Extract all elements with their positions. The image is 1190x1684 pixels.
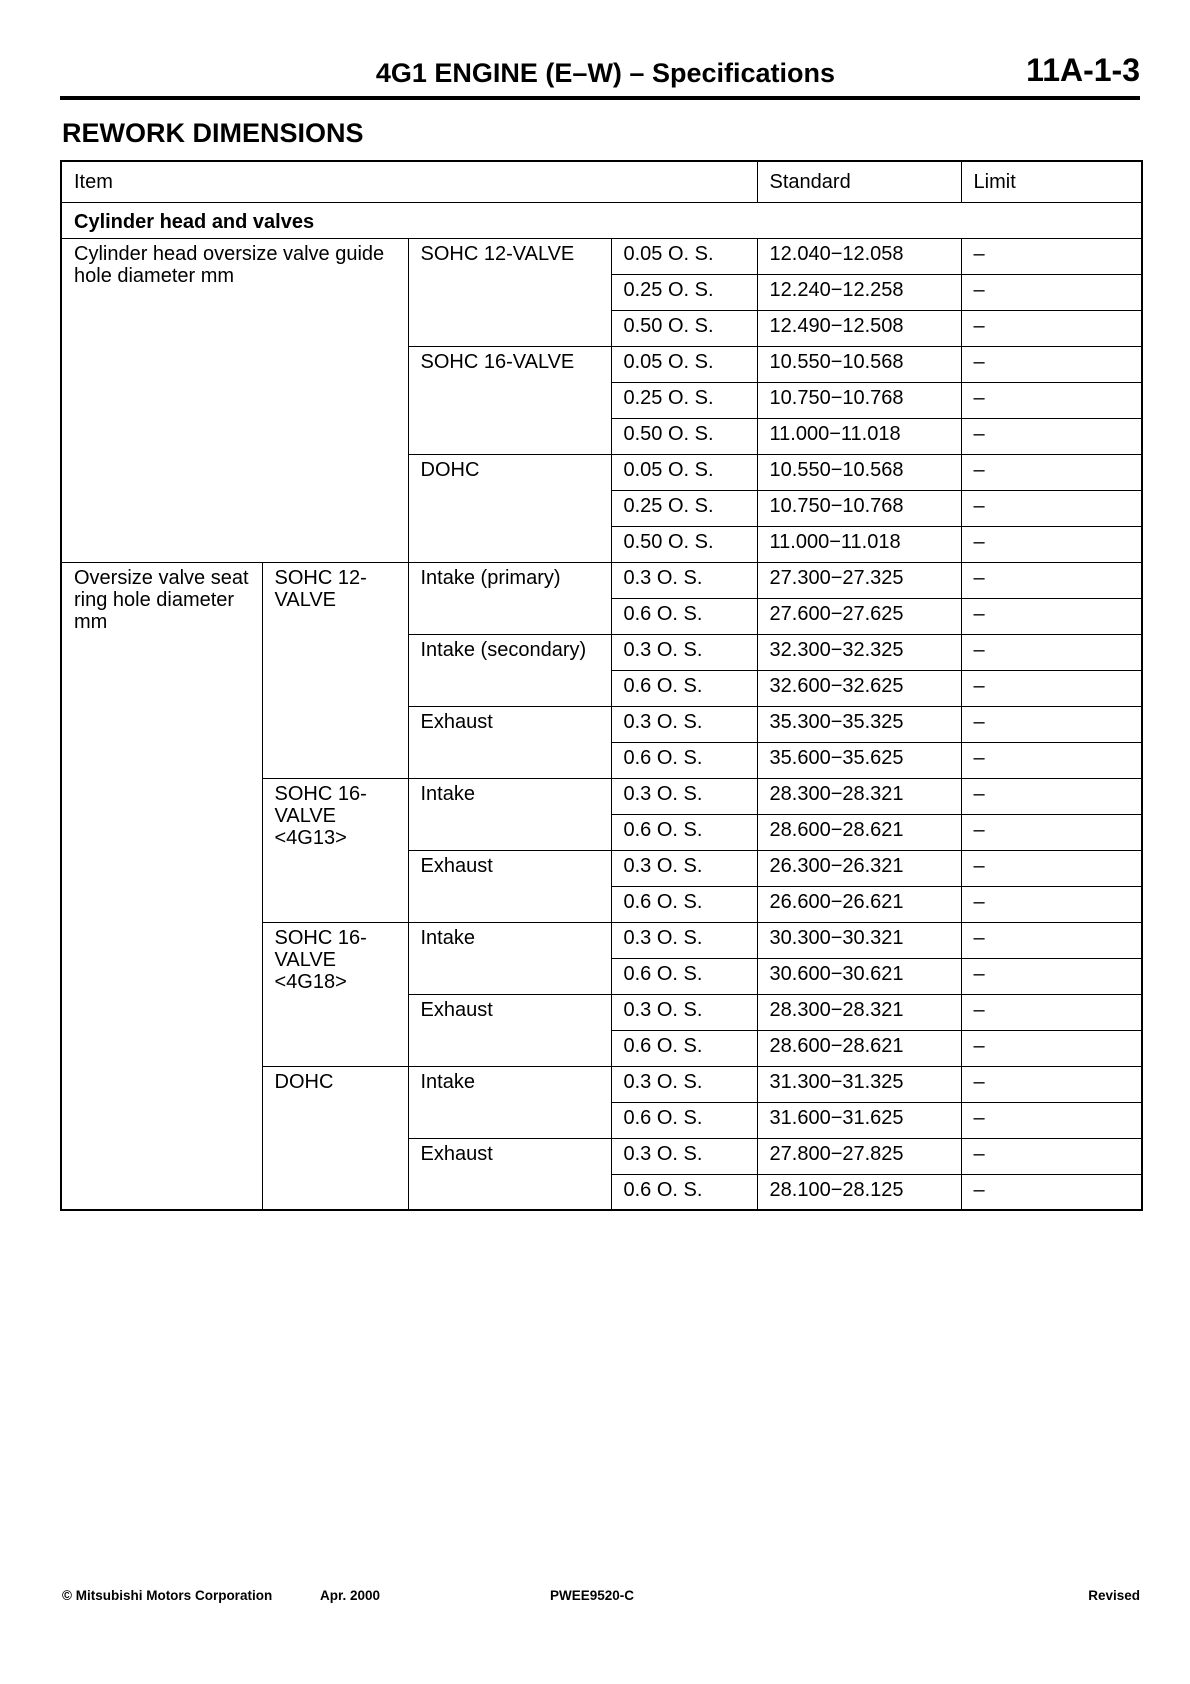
page-header <box>60 50 1140 100</box>
engine-type-cell: DOHC <box>408 454 611 562</box>
valve-part-cell: Intake <box>408 778 611 850</box>
limit-cell: – <box>961 994 1142 1030</box>
limit-cell: – <box>961 1030 1142 1066</box>
column-header-item: Item <box>61 161 757 202</box>
standard-cell: 27.600−27.625 <box>757 598 961 634</box>
standard-cell: 28.300−28.321 <box>757 994 961 1030</box>
valve-part-cell: Exhaust <box>408 994 611 1066</box>
standard-cell: 10.750−10.768 <box>757 382 961 418</box>
standard-cell: 28.600−28.621 <box>757 814 961 850</box>
oversize-cell: 0.05 O. S. <box>611 238 757 274</box>
engine-type-cell: SOHC 16-VALVE <box>408 346 611 454</box>
limit-cell: – <box>961 706 1142 742</box>
oversize-cell: 0.6 O. S. <box>611 742 757 778</box>
page-footer <box>62 1588 1140 1608</box>
oversize-cell: 0.6 O. S. <box>611 598 757 634</box>
oversize-cell: 0.6 O. S. <box>611 1102 757 1138</box>
oversize-cell: 0.3 O. S. <box>611 634 757 670</box>
limit-cell: – <box>961 490 1142 526</box>
standard-cell: 10.550−10.568 <box>757 346 961 382</box>
standard-cell: 26.600−26.621 <box>757 886 961 922</box>
standard-cell: 10.750−10.768 <box>757 490 961 526</box>
standard-cell: 12.040−12.058 <box>757 238 961 274</box>
limit-cell: – <box>961 562 1142 598</box>
footer-date: Apr. 2000 <box>320 1588 381 1603</box>
limit-cell: – <box>961 850 1142 886</box>
oversize-cell: 0.6 O. S. <box>611 814 757 850</box>
standard-cell: 28.600−28.621 <box>757 1030 961 1066</box>
limit-cell: – <box>961 634 1142 670</box>
rework-dimensions-table <box>60 160 1143 1211</box>
column-header-limit: Limit <box>961 161 1142 202</box>
oversize-cell: 0.25 O. S. <box>611 490 757 526</box>
limit-cell: – <box>961 346 1142 382</box>
oversize-cell: 0.3 O. S. <box>611 706 757 742</box>
page-number: 11A-1-3 <box>1026 52 1140 88</box>
standard-cell: 32.300−32.325 <box>757 634 961 670</box>
limit-cell: – <box>961 454 1142 490</box>
valve-part-cell: Intake <box>408 1066 611 1138</box>
limit-cell: – <box>961 922 1142 958</box>
limit-cell: – <box>961 1102 1142 1138</box>
oversize-cell: 0.50 O. S. <box>611 310 757 346</box>
oversize-cell: 0.6 O. S. <box>611 958 757 994</box>
limit-cell: – <box>961 526 1142 562</box>
oversize-cell: 0.6 O. S. <box>611 1030 757 1066</box>
valve-part-cell: Intake (primary) <box>408 562 611 634</box>
engine-type-cell: SOHC 12-VALVE <box>408 238 611 346</box>
table-row <box>61 562 1142 598</box>
oversize-cell: 0.6 O. S. <box>611 886 757 922</box>
footer-code: PWEE9520-C <box>550 1588 635 1603</box>
standard-cell: 12.490−12.508 <box>757 310 961 346</box>
oversize-cell: 0.25 O. S. <box>611 382 757 418</box>
valve-part-cell: Exhaust <box>408 706 611 778</box>
oversize-cell: 0.3 O. S. <box>611 1066 757 1102</box>
table-body <box>61 161 1142 1210</box>
engine-type-cell: SOHC 16-VALVE <4G18> <box>262 922 408 1066</box>
seat-item-label: Oversize valve seat ring hole diameter mm <box>61 562 262 1210</box>
footer-copyright: © Mitsubishi Motors Corporation <box>62 1588 273 1603</box>
oversize-cell: 0.6 O. S. <box>611 1174 757 1210</box>
limit-cell: – <box>961 778 1142 814</box>
standard-cell: 28.300−28.321 <box>757 778 961 814</box>
standard-cell: 11.000−11.018 <box>757 526 961 562</box>
limit-cell: – <box>961 958 1142 994</box>
standard-cell: 28.100−28.125 <box>757 1174 961 1210</box>
standard-cell: 31.300−31.325 <box>757 1066 961 1102</box>
standard-cell: 26.300−26.321 <box>757 850 961 886</box>
group-title: Cylinder head and valves <box>61 202 1142 238</box>
table-row <box>61 238 1142 274</box>
limit-cell: – <box>961 310 1142 346</box>
limit-cell: – <box>961 670 1142 706</box>
oversize-cell: 0.3 O. S. <box>611 778 757 814</box>
oversize-cell: 0.50 O. S. <box>611 418 757 454</box>
valve-part-cell: Intake <box>408 922 611 994</box>
oversize-cell: 0.3 O. S. <box>611 562 757 598</box>
limit-cell: – <box>961 598 1142 634</box>
oversize-cell: 0.50 O. S. <box>611 526 757 562</box>
standard-cell: 30.600−30.621 <box>757 958 961 994</box>
oversize-cell: 0.3 O. S. <box>611 850 757 886</box>
standard-cell: 30.300−30.321 <box>757 922 961 958</box>
oversize-cell: 0.25 O. S. <box>611 274 757 310</box>
standard-cell: 35.300−35.325 <box>757 706 961 742</box>
limit-cell: – <box>961 418 1142 454</box>
engine-type-cell: SOHC 16-VALVE <4G13> <box>262 778 408 922</box>
standard-cell: 31.600−31.625 <box>757 1102 961 1138</box>
limit-cell: – <box>961 1174 1142 1210</box>
column-header-standard: Standard <box>757 161 961 202</box>
limit-cell: – <box>961 1066 1142 1102</box>
engine-type-cell: DOHC <box>262 1066 408 1210</box>
valve-part-cell: Exhaust <box>408 850 611 922</box>
oversize-cell: 0.05 O. S. <box>611 454 757 490</box>
standard-cell: 12.240−12.258 <box>757 274 961 310</box>
oversize-cell: 0.6 O. S. <box>611 670 757 706</box>
oversize-cell: 0.3 O. S. <box>611 1138 757 1174</box>
limit-cell: – <box>961 886 1142 922</box>
standard-cell: 10.550−10.568 <box>757 454 961 490</box>
standard-cell: 27.300−27.325 <box>757 562 961 598</box>
oversize-cell: 0.05 O. S. <box>611 346 757 382</box>
engine-type-cell: SOHC 12-VALVE <box>262 562 408 778</box>
header-title: 4G1 ENGINE (E–W) – Specifications <box>375 58 835 88</box>
valve-part-cell: Exhaust <box>408 1138 611 1210</box>
valve-part-cell: Intake (secondary) <box>408 634 611 706</box>
group-row <box>61 202 1142 238</box>
limit-cell: – <box>961 274 1142 310</box>
limit-cell: – <box>961 382 1142 418</box>
limit-cell: – <box>961 742 1142 778</box>
limit-cell: – <box>961 1138 1142 1174</box>
footer-status: Revised <box>1088 1588 1140 1603</box>
oversize-cell: 0.3 O. S. <box>611 994 757 1030</box>
limit-cell: – <box>961 814 1142 850</box>
section-title: REWORK DIMENSIONS <box>62 118 364 148</box>
guide-item-label: Cylinder head oversize valve guide hole diameter mm <box>61 238 408 562</box>
standard-cell: 32.600−32.625 <box>757 670 961 706</box>
header-row <box>61 161 1142 202</box>
standard-cell: 11.000−11.018 <box>757 418 961 454</box>
standard-cell: 35.600−35.625 <box>757 742 961 778</box>
limit-cell: – <box>961 238 1142 274</box>
oversize-cell: 0.3 O. S. <box>611 922 757 958</box>
standard-cell: 27.800−27.825 <box>757 1138 961 1174</box>
